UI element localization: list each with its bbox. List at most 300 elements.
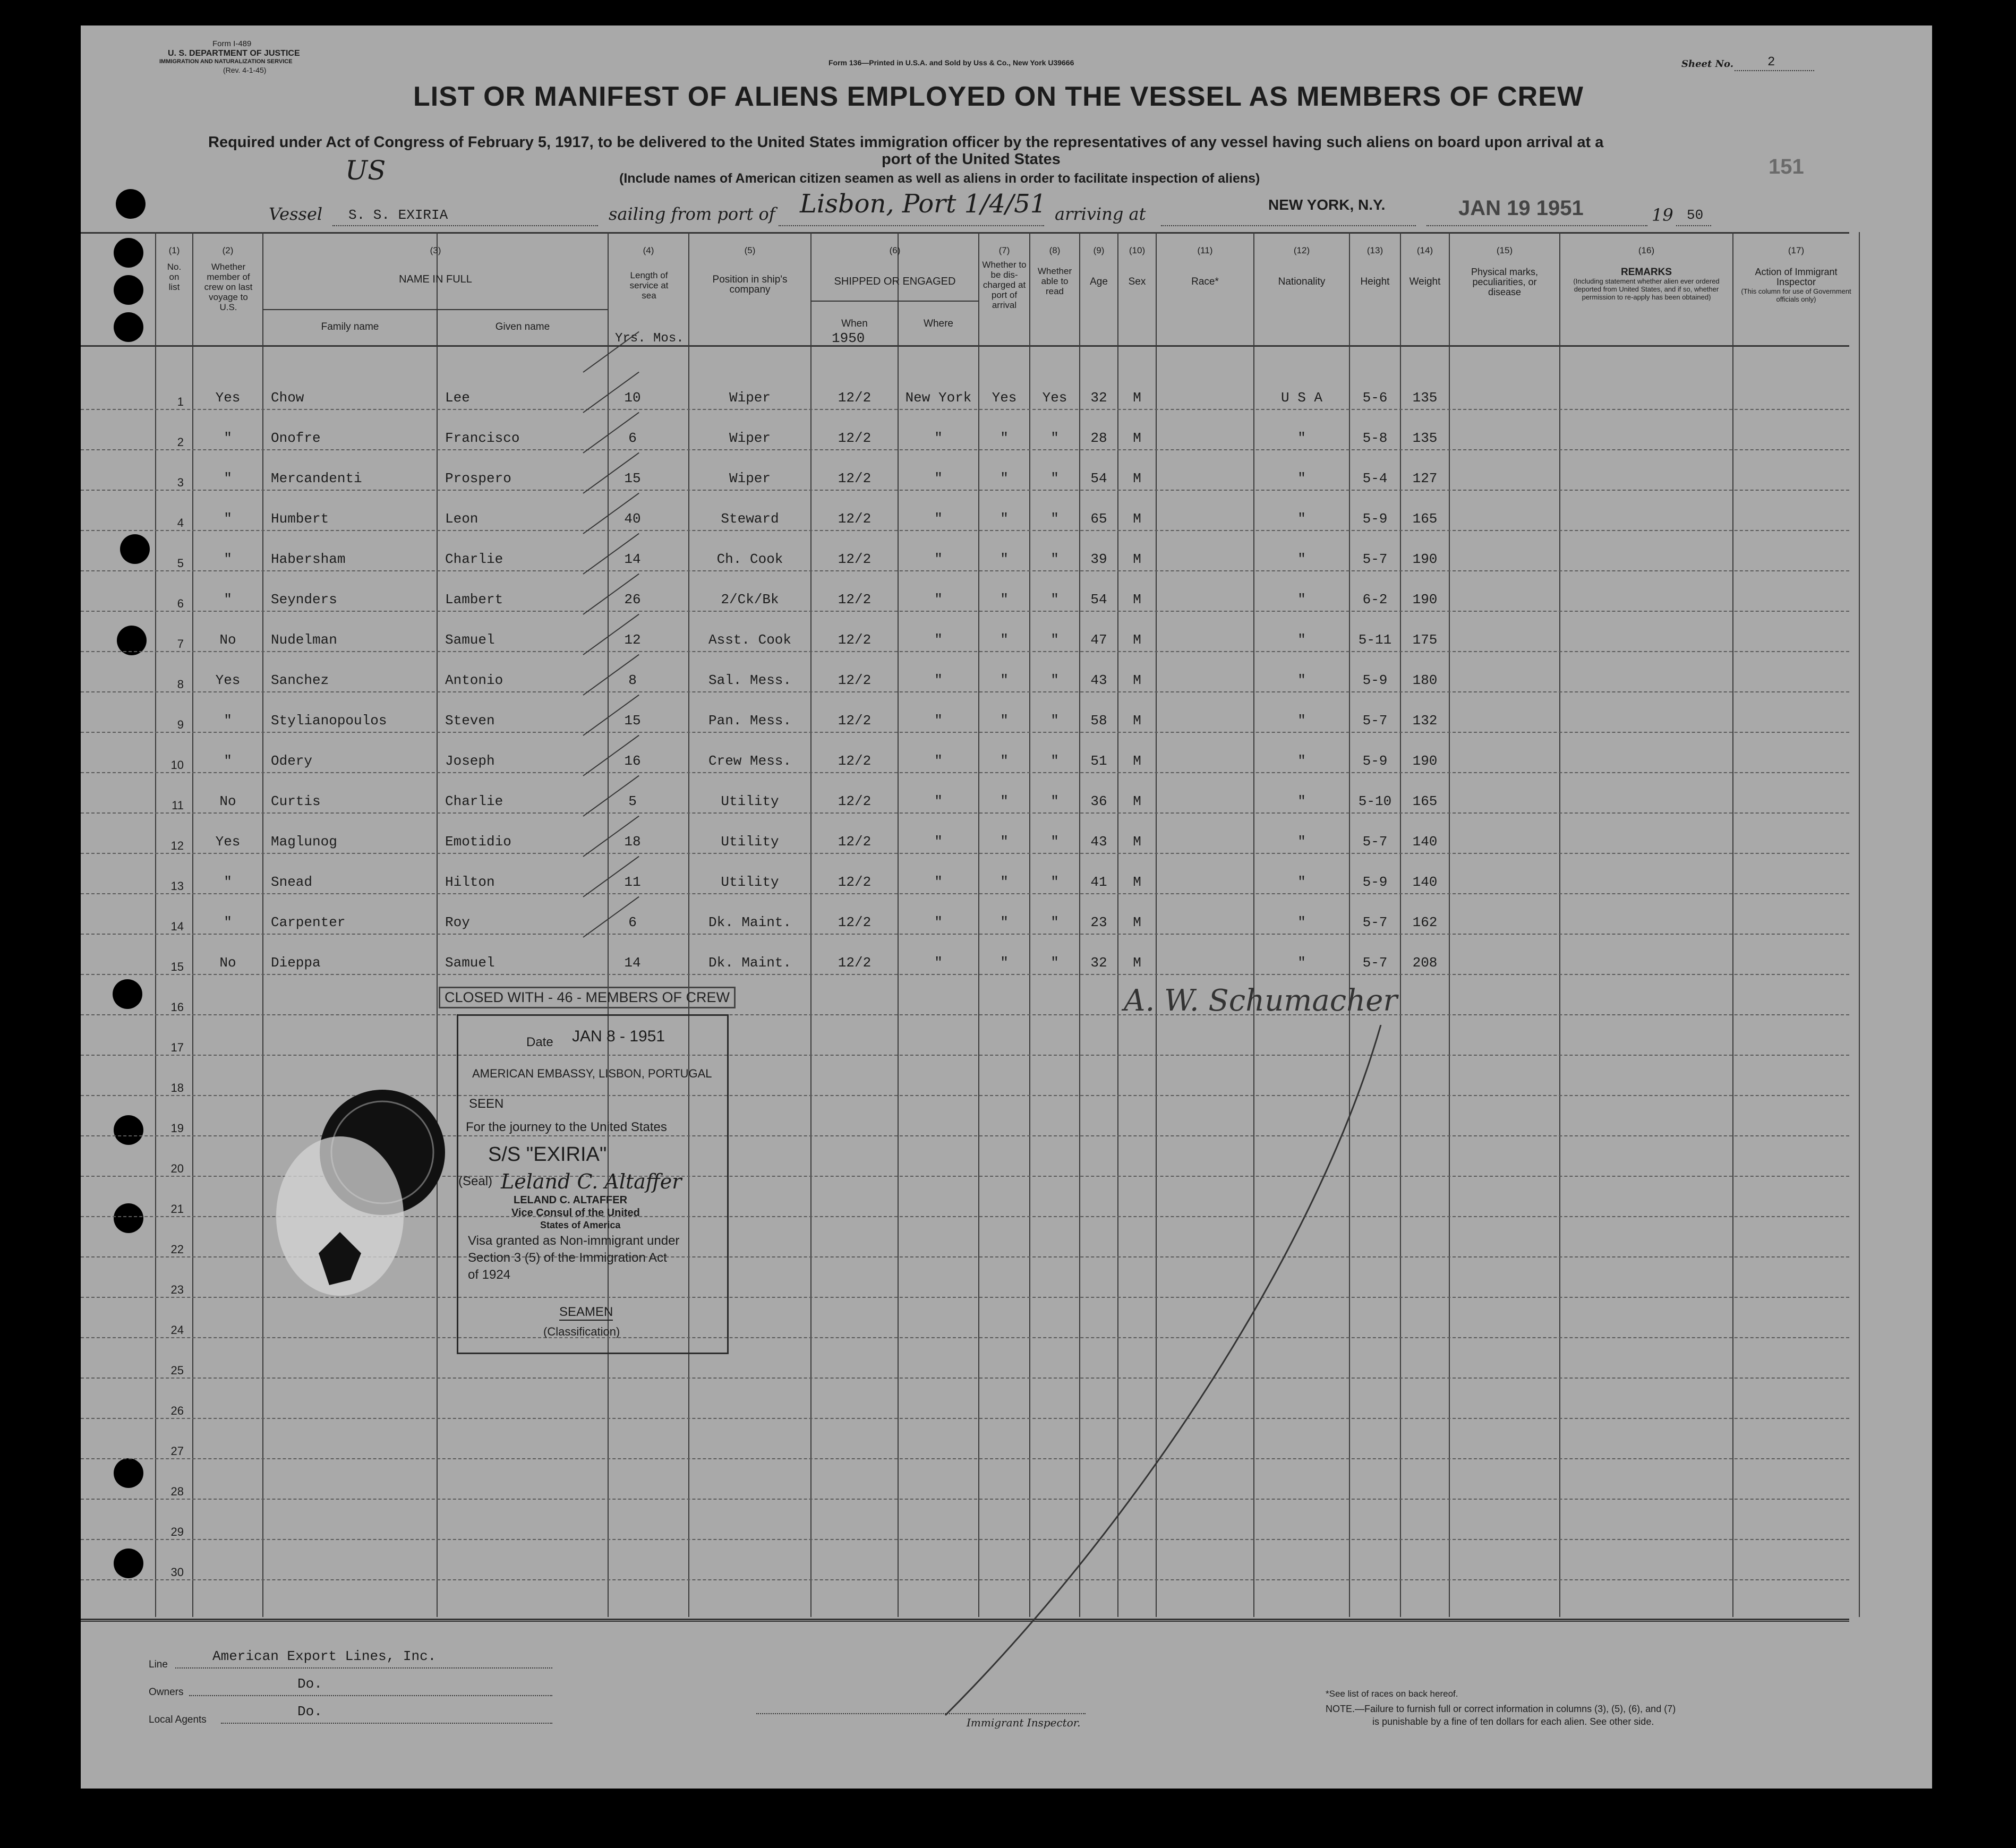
col17-header: (17) Action of Immigrant Inspector (This column for use of Government officials only) (1741, 245, 1851, 303)
cell-height: 6-2 (1362, 592, 1388, 608)
cell-age: 43 (1090, 672, 1107, 688)
embassy-stamp (457, 1014, 729, 1354)
owners-label: Owners (149, 1687, 184, 1698)
cell-service: 16 (624, 753, 641, 769)
printer-line: Form 136—Printed in U.S.A. and Sold by Uss & Co., New York U39666 (828, 58, 1074, 67)
cell-read: " (1050, 955, 1059, 971)
cell-nationality: U S A (1280, 390, 1322, 406)
cell-nationality: " (1297, 955, 1306, 971)
stamp-seen: SEEN (469, 1097, 504, 1111)
subtitle-line1: Required under Act of Congress of February 5, 1917, to be delivered to the United States immigration officer by the representatives of any vessel having such aliens on board upon arrival at a (208, 134, 1604, 151)
cell-weight: 165 (1412, 793, 1438, 809)
cell-service: 6 (628, 430, 637, 446)
vessel-label: Vessel (269, 204, 323, 224)
row-number: 8 (177, 678, 184, 691)
cell-read: " (1050, 632, 1059, 648)
cell-weight: 135 (1412, 430, 1438, 446)
cell-read: " (1050, 511, 1059, 527)
subtitle-line2: port of the United States (882, 151, 1061, 168)
cell-last-voyage: " (224, 914, 232, 930)
cell-where: " (934, 672, 943, 688)
row-number: 26 (170, 1404, 184, 1417)
cell-last-voyage: No (219, 632, 236, 648)
row-number: 19 (170, 1122, 184, 1135)
row-number: 16 (170, 1000, 184, 1014)
col7-header: (7) Whether to be dis-charged at port of arrival (982, 245, 1027, 310)
cell-where: " (934, 470, 943, 486)
cell-read: " (1050, 592, 1059, 608)
cell-family: Stylianopoulos (271, 713, 387, 729)
agents-value: Do. (297, 1704, 322, 1719)
cell-nationality: " (1297, 834, 1306, 850)
embassy-seal (260, 1078, 462, 1301)
page-stamp: 151 (1769, 155, 1804, 178)
cell-where: " (934, 551, 943, 567)
row-number: 10 (170, 758, 184, 772)
consul-country: States of America (540, 1220, 621, 1230)
col-divider (1559, 232, 1560, 1617)
sailing-line (779, 225, 1044, 226)
cell-age: 32 (1090, 955, 1107, 971)
row-rule (81, 651, 1849, 652)
cell-discharged: Yes (992, 390, 1017, 406)
row-rule (81, 691, 1849, 692)
cell-height: 5-10 (1358, 793, 1392, 809)
cell-when: 12/2 (838, 511, 872, 527)
cell-sex: M (1133, 551, 1141, 567)
cell-when: 12/2 (838, 632, 872, 648)
cell-discharged: " (1000, 753, 1009, 769)
cell-last-voyage: " (224, 753, 232, 769)
cell-position: Wiper (729, 430, 771, 446)
cell-given: Steven (445, 713, 495, 729)
cell-weight: 127 (1412, 470, 1438, 486)
revision: (Rev. 4-1-45) (223, 66, 267, 74)
cell-read: " (1050, 914, 1059, 930)
col3-header: (3) NAME IN FULL (399, 245, 472, 285)
cell-where: " (934, 793, 943, 809)
row-number: 5 (177, 557, 184, 570)
cell-nationality: " (1297, 470, 1306, 486)
row-number: 17 (170, 1041, 184, 1054)
cell-weight: 165 (1412, 511, 1438, 527)
cell-age: 39 (1090, 551, 1107, 567)
row-rule (81, 934, 1849, 935)
row-rule (81, 732, 1849, 733)
cell-last-voyage: Yes (215, 834, 241, 850)
cell-family: Odery (271, 753, 313, 769)
cell-last-voyage: Yes (215, 672, 241, 688)
cell-weight: 180 (1412, 672, 1438, 688)
cell-nationality: " (1297, 753, 1306, 769)
cell-sex: M (1133, 430, 1141, 446)
cell-read: " (1050, 834, 1059, 850)
row-rule (81, 409, 1849, 410)
cell-position: Dk. Maint. (708, 955, 792, 971)
cell-height: 5-9 (1362, 753, 1388, 769)
cell-discharged: " (1000, 914, 1009, 930)
cell-service: 6 (628, 914, 637, 930)
cell-discharged: " (1000, 551, 1009, 567)
visa-line1: Visa granted as Non-immigrant under (468, 1234, 680, 1248)
name-sub-rule (262, 309, 608, 310)
arriving-line (1161, 225, 1416, 226)
service: IMMIGRATION AND NATURALIZATION SERVICE (159, 58, 293, 65)
cell-height: 5-9 (1362, 672, 1388, 688)
sheet-label: Sheet No. (1681, 58, 1733, 70)
cell-last-voyage: No (219, 955, 236, 971)
col8-header: (8) Whether able to read (1037, 245, 1072, 296)
cell-discharged: " (1000, 592, 1009, 608)
cell-given: Joseph (445, 753, 495, 769)
cell-sex: M (1133, 511, 1141, 527)
row-number: 27 (170, 1444, 184, 1458)
col-divider (1732, 232, 1733, 1617)
sailing-value: Lisbon, Port 1/4/51 (800, 189, 1047, 219)
cell-read: " (1050, 753, 1059, 769)
cell-sex: M (1133, 753, 1141, 769)
cell-discharged: " (1000, 672, 1009, 688)
col1-header: (1) No. on list (167, 245, 182, 292)
cell-given: Hilton (445, 874, 495, 890)
row-rule (81, 490, 1849, 491)
stamp-ship: S/S "EXIRIA" (488, 1143, 607, 1166)
vessel-line (332, 225, 598, 226)
cell-position: Asst. Cook (708, 632, 792, 648)
arriving-value: NEW YORK, N.Y. (1268, 196, 1386, 213)
cell-family: Chow (271, 390, 304, 406)
cell-family: Curtis (271, 793, 321, 809)
col16-header: (16) REMARKS (Including statement whether alien ever ordered deported from United States, and if so, whether permission to re-apply has been obtained) (1573, 245, 1720, 301)
cell-weight: 190 (1412, 592, 1438, 608)
col11-header: (11) Race* (1191, 245, 1219, 287)
cell-when: 12/2 (838, 470, 872, 486)
cell-read: " (1050, 430, 1059, 446)
cell-age: 41 (1090, 874, 1107, 890)
cell-weight: 140 (1412, 834, 1438, 850)
cell-where: " (934, 632, 943, 648)
subtitle-line3: (Include names of American citizen seamen as well as aliens in order to facilitate inspection of aliens) (619, 171, 1260, 186)
when-header: When (841, 318, 868, 329)
owners-rule (189, 1695, 552, 1696)
cell-weight: 190 (1412, 753, 1438, 769)
visa-line3: of 1924 (468, 1268, 511, 1282)
cell-service: 5 (628, 793, 637, 809)
col14-header: (14) Weight (1409, 245, 1441, 287)
col2-header: (2) Whether member of crew on last voyage to U.S. (204, 245, 253, 312)
races-note: *See list of races on back hereof. (1326, 1689, 1458, 1699)
cell-discharged: " (1000, 632, 1009, 648)
row-number: 18 (170, 1081, 184, 1094)
cell-given: Prospero (445, 470, 511, 486)
cell-age: 51 (1090, 753, 1107, 769)
row-number: 20 (170, 1162, 184, 1175)
cell-weight: 175 (1412, 632, 1438, 648)
row-number: 14 (170, 920, 184, 933)
cell-where: " (934, 874, 943, 890)
cell-family: Habersham (271, 551, 346, 567)
cell-service: 15 (624, 713, 641, 729)
cell-nationality: " (1297, 592, 1306, 608)
col13-header: (13) Height (1360, 245, 1390, 287)
arriving-label: arriving at (1055, 204, 1146, 224)
cell-position: Steward (721, 511, 779, 527)
cell-service: 40 (624, 511, 641, 527)
shipped-sub-rule (810, 301, 978, 302)
cell-height: 5-7 (1362, 914, 1388, 930)
cell-height: 5-7 (1362, 551, 1388, 567)
cell-given: Samuel (445, 955, 495, 971)
cell-when: 12/2 (838, 793, 872, 809)
cell-family: Carpenter (271, 914, 346, 930)
cell-weight: 190 (1412, 551, 1438, 567)
cell-read: Yes (1042, 390, 1067, 406)
stamp-date-label: Date (526, 1035, 553, 1049)
cell-weight: 132 (1412, 713, 1438, 729)
cell-height: 5-11 (1358, 632, 1392, 648)
sheet-number: 2 (1767, 55, 1775, 70)
cell-sex: M (1133, 672, 1141, 688)
row-number: 12 (170, 839, 184, 852)
cell-height: 5-7 (1362, 834, 1388, 850)
cell-when: 12/2 (838, 914, 872, 930)
cell-position: Dk. Maint. (708, 914, 792, 930)
cell-sex: M (1133, 914, 1141, 930)
cell-position: Wiper (729, 470, 771, 486)
cell-service: 11 (624, 874, 641, 890)
inspector-rule (756, 1713, 1086, 1714)
cell-nationality: " (1297, 430, 1306, 446)
cell-family: Mercandenti (271, 470, 362, 486)
row-rule (81, 974, 1849, 975)
cell-given: Charlie (445, 551, 503, 567)
cell-given: Francisco (445, 430, 520, 446)
cell-when: 12/2 (838, 874, 872, 890)
cell-where: " (934, 955, 943, 971)
cell-sex: M (1133, 874, 1141, 890)
footer-note-2: is punishable by a fine of ten dollars for each alien. See other side. (1372, 1716, 1654, 1727)
cell-nationality: " (1297, 914, 1306, 930)
cell-where: " (934, 713, 943, 729)
col9-header: (9) Age (1090, 245, 1108, 287)
row-rule (81, 772, 1849, 773)
owners-value: Do. (297, 1676, 322, 1692)
consul-title: Vice Consul of the United (511, 1207, 640, 1219)
cell-sex: M (1133, 713, 1141, 729)
col5-header: (5) Position in ship's company (712, 245, 788, 295)
cell-when: 12/2 (838, 713, 872, 729)
cell-when: 12/2 (838, 430, 872, 446)
cell-family: Seynders (271, 592, 337, 608)
cell-position: Crew Mess. (708, 753, 792, 769)
stamp-embassy: AMERICAN EMBASSY, LISBON, PORTUGAL (472, 1067, 712, 1080)
cell-age: 23 (1090, 914, 1107, 930)
row-rule (81, 570, 1849, 571)
sheet-line (1735, 70, 1814, 71)
cell-family: Dieppa (271, 955, 321, 971)
cell-when: 12/2 (838, 834, 872, 850)
cell-position: Utility (721, 874, 779, 890)
cell-given: Charlie (445, 793, 503, 809)
stamp-classification: SEAMEN (559, 1305, 613, 1321)
year-prefix: 19 (1652, 205, 1673, 225)
stamp-classification-label: (Classification) (543, 1325, 620, 1338)
cell-family: Nudelman (271, 632, 337, 648)
cell-position: Utility (721, 834, 779, 850)
consul-name: LELAND C. ALTAFFER (514, 1194, 628, 1206)
row-rule (81, 893, 1849, 894)
cell-nationality: " (1297, 632, 1306, 648)
closed-stamp: CLOSED WITH - 46 - MEMBERS OF CREW (439, 987, 736, 1008)
row-rule (81, 449, 1849, 450)
row-number: 2 (177, 435, 184, 449)
cell-weight: 135 (1412, 390, 1438, 406)
row-number: 11 (172, 799, 184, 812)
cell-family: Onofre (271, 430, 321, 446)
cell-age: 54 (1090, 470, 1107, 486)
cell-where: " (934, 430, 943, 446)
cell-sex: M (1133, 390, 1141, 406)
row-number: 1 (177, 395, 184, 408)
cell-when: 12/2 (838, 551, 872, 567)
row-number: 25 (170, 1364, 184, 1377)
line-rule (175, 1667, 552, 1669)
cell-last-voyage: " (224, 470, 232, 486)
cell-nationality: " (1297, 713, 1306, 729)
cell-age: 43 (1090, 834, 1107, 850)
margin-note: US (345, 155, 386, 186)
cell-height: 5-7 (1362, 713, 1388, 729)
cell-service: 8 (628, 672, 637, 688)
cell-discharged: " (1000, 511, 1009, 527)
cell-height: 5-7 (1362, 955, 1388, 971)
cell-where: " (934, 914, 943, 930)
col4-header: (4) Length of service at sea (629, 245, 669, 301)
cell-position: Ch. Cook (716, 551, 783, 567)
row-number: 22 (170, 1243, 184, 1256)
agents-label: Local Agents (149, 1714, 207, 1725)
cell-discharged: " (1000, 874, 1009, 890)
footer-note-1: NOTE.—Failure to furnish full or correct information in columns (3), (5), (6), and (7) (1326, 1704, 1676, 1714)
cell-service: 26 (624, 592, 641, 608)
row-number: 21 (170, 1202, 184, 1216)
cell-discharged: " (1000, 834, 1009, 850)
cell-where: " (934, 834, 943, 850)
agents-rule (221, 1723, 552, 1724)
col-divider (1859, 232, 1860, 1617)
cell-read: " (1050, 672, 1059, 688)
date-stamp: JAN 19 1951 (1458, 196, 1584, 220)
cell-weight: 208 (1412, 955, 1438, 971)
sailing-label: sailing from port of (609, 204, 775, 224)
cell-when: 12/2 (838, 753, 872, 769)
stamp-journey: For the journey to the United States (466, 1120, 667, 1134)
cell-service: 18 (624, 834, 641, 850)
cell-last-voyage: " (224, 430, 232, 446)
cell-service: 12 (624, 632, 641, 648)
cell-height: 5-8 (1362, 430, 1388, 446)
row-number: 23 (170, 1283, 184, 1296)
cell-height: 5-4 (1362, 470, 1388, 486)
cell-service: 14 (624, 955, 641, 971)
cell-weight: 140 (1412, 874, 1438, 890)
row-rule (81, 1014, 1849, 1015)
cell-sex: M (1133, 955, 1141, 971)
page-title: LIST OR MANIFEST OF ALIENS EMPLOYED ON THE VESSEL AS MEMBERS OF CREW (413, 81, 1584, 112)
cell-position: Sal. Mess. (708, 672, 792, 688)
cell-sex: M (1133, 470, 1141, 486)
cell-sex: M (1133, 834, 1141, 850)
col-divider (1449, 232, 1450, 1617)
cell-where: New York (905, 390, 972, 406)
department: U. S. DEPARTMENT OF JUSTICE (168, 49, 300, 58)
cell-read: " (1050, 551, 1059, 567)
cell-given: Samuel (445, 632, 495, 648)
cell-when: 12/2 (838, 390, 872, 406)
cell-discharged: " (1000, 955, 1009, 971)
col12-header: (12) Nationality (1278, 245, 1326, 287)
inspector-signature: A. W. Schumacher (1124, 983, 1398, 1018)
cell-last-voyage: No (219, 793, 236, 809)
cell-sex: M (1133, 632, 1141, 648)
cell-discharged: " (1000, 470, 1009, 486)
cell-discharged: " (1000, 713, 1009, 729)
cell-when: 12/2 (838, 672, 872, 688)
row-number: 4 (177, 516, 184, 529)
cell-nationality: " (1297, 672, 1306, 688)
header-bottom-line (81, 345, 1849, 347)
cell-given: Antonio (445, 672, 503, 688)
cell-given: Roy (445, 914, 470, 930)
cell-given: Leon (445, 511, 479, 527)
cell-family: Humbert (271, 511, 329, 527)
cell-given: Lee (445, 390, 470, 406)
cell-last-voyage: " (224, 874, 232, 890)
col6-header: (6) SHIPPED OR ENGAGED (834, 245, 956, 287)
signature-stroke (935, 1025, 1402, 1721)
cell-last-voyage: " (224, 592, 232, 608)
row-rule (81, 853, 1849, 854)
cell-read: " (1050, 713, 1059, 729)
line-value: American Export Lines, Inc. (212, 1648, 437, 1664)
row-number: 30 (170, 1565, 184, 1579)
visa-line2: Section 3 (5) of the Immigration Act (468, 1251, 667, 1265)
cell-discharged: " (1000, 430, 1009, 446)
cell-last-voyage: " (224, 511, 232, 527)
cell-sex: M (1133, 592, 1141, 608)
family-name-header: Family name (321, 321, 379, 332)
row-rule (81, 530, 1849, 531)
stamp-date: JAN 8 - 1951 (572, 1028, 665, 1045)
cell-position: 2/Ck/Bk (721, 592, 779, 608)
cell-age: 47 (1090, 632, 1107, 648)
cell-height: 5-9 (1362, 511, 1388, 527)
cell-age: 36 (1090, 793, 1107, 809)
cell-sex: M (1133, 793, 1141, 809)
row-number: 29 (170, 1525, 184, 1538)
cell-service: 10 (624, 390, 641, 406)
cell-weight: 162 (1412, 914, 1438, 930)
cell-position: Wiper (729, 390, 771, 406)
cell-age: 28 (1090, 430, 1107, 446)
col-divider (262, 232, 263, 1617)
cell-last-voyage: " (224, 551, 232, 567)
cell-family: Sanchez (271, 672, 329, 688)
cell-nationality: " (1297, 511, 1306, 527)
row-number: 6 (177, 597, 184, 610)
row-rule (81, 611, 1849, 612)
col-divider (437, 232, 438, 1617)
